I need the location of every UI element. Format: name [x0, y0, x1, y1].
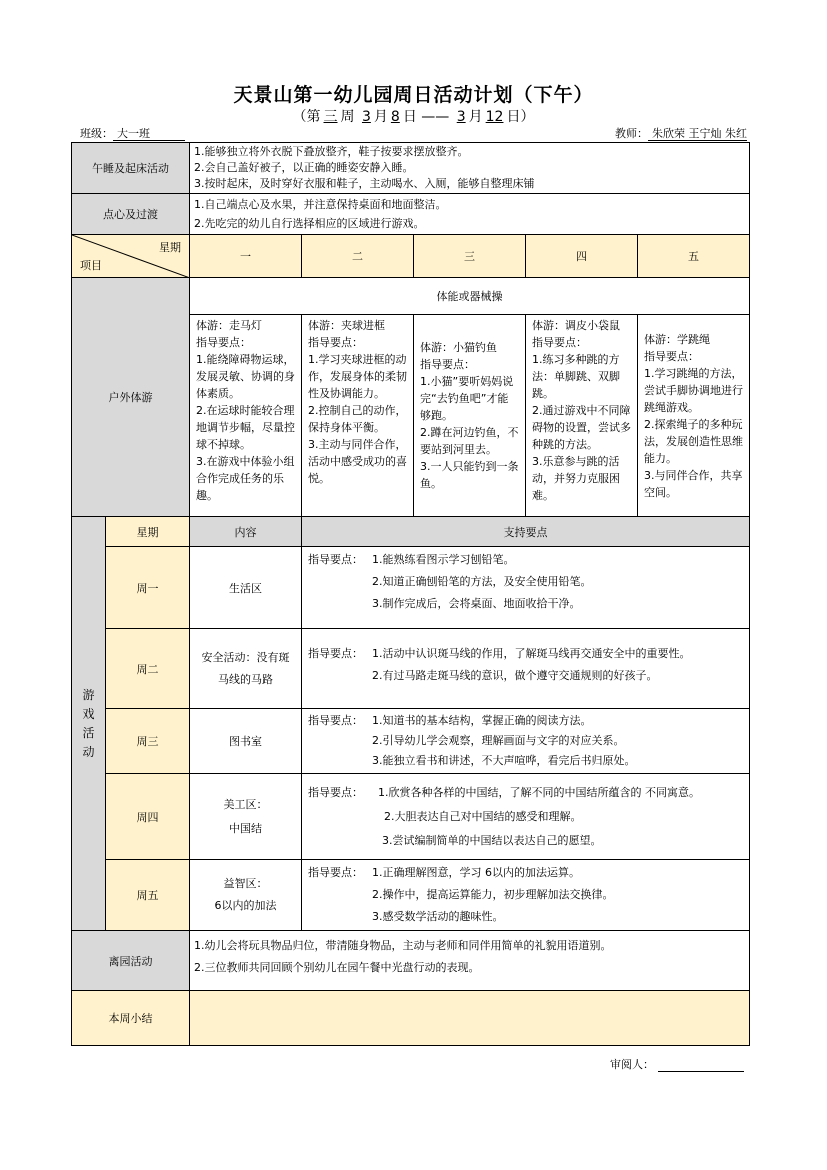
week-number: 三 — [323, 109, 338, 125]
page-title: 天景山第一幼儿园周日活动计划（下午） — [233, 84, 594, 106]
corner-top-label: 星期 — [159, 241, 181, 254]
outdoor-line: 3.一人只能钓到一条鱼。 — [420, 460, 519, 490]
games-header-row — [72, 517, 750, 547]
teacher-label: 教师： — [615, 127, 648, 140]
end-month: 3 — [456, 109, 466, 125]
month-label: 月 — [373, 109, 388, 125]
teacher-info — [615, 125, 747, 141]
outdoor-day-cell[interactable] — [302, 315, 414, 517]
departure-item: 1.幼儿会将玩具物品归位，带清随身物品，主动与老师和同伴用简单的礼貌用语道别。 — [194, 939, 612, 952]
support-point: 2.操作中，提高运算能力，初步理解加法交换律。 — [372, 888, 614, 901]
outdoor-line: 1.小猫”要听妈妈说完“去钓鱼吧”才能够跑。 — [420, 375, 514, 422]
nap-label: 午睡及起床活动 — [72, 143, 190, 194]
support-point: 2.引导幼儿学会观察，理解画面与文字的对应关系。 — [372, 734, 625, 747]
outdoor-line: 1.学习跳绳的方法，尝试手脚协调地进行跳绳游戏。 — [644, 366, 743, 414]
outdoor-line: 体游：走马灯 — [196, 319, 262, 332]
summary-label: 本周小结 — [72, 991, 190, 1046]
games-day: 周三 — [106, 709, 190, 774]
outdoor-line: 2.探索绳子的多种玩法，发展创造性思维能力。 — [644, 417, 743, 465]
nap-items[interactable] — [190, 143, 750, 194]
content-line: 6以内的加法 — [214, 899, 277, 912]
outdoor-line: 1.学习夹球进框的动作，发展身体的柔韧性及协调能力。 — [308, 353, 407, 400]
games-label-char: 游 — [82, 687, 95, 702]
games-row — [72, 629, 750, 709]
snack-item: 2.先吃完的幼儿自行选择相应的区域进行游戏。 — [194, 217, 425, 230]
separator: —— — [421, 109, 450, 125]
outdoor-line: 3.与同伴合作，共享空间。 — [644, 468, 743, 499]
games-content[interactable] — [190, 774, 302, 860]
games-label-char: 动 — [82, 744, 95, 759]
reviewer-signature-field[interactable] — [658, 1058, 744, 1072]
games-label-char: 活 — [82, 725, 95, 740]
guide-label: 指导要点： — [308, 647, 363, 660]
games-row — [72, 860, 750, 931]
content-line: 生活区 — [229, 581, 262, 595]
week-label: 周 — [340, 109, 355, 125]
content-line: 马线的马路 — [218, 672, 273, 686]
weekday-tue: 二 — [302, 235, 414, 278]
day-label: 日 — [402, 109, 417, 125]
games-day: 周二 — [106, 629, 190, 709]
support-point: 2.大胆表达自己对中国结的感受和理解。 — [384, 809, 582, 823]
guide-label: 指导要点： — [308, 714, 363, 727]
snack-row — [72, 194, 750, 235]
support-point: 1.能熟练看图示学习刨铅笔。 — [372, 553, 515, 566]
subtitle-prefix: （第 — [292, 109, 321, 125]
outdoor-day-cell[interactable] — [190, 315, 302, 517]
games-support[interactable] — [302, 547, 750, 629]
outdoor-line: 体游：夹球进框 — [308, 319, 385, 332]
corner-cell — [72, 235, 190, 278]
weekday-mon: 一 — [190, 235, 302, 278]
outdoor-line: 2.蹲在河边钓鱼，不要站到河里去。 — [420, 426, 519, 456]
guide-label: 指导要点： — [308, 866, 363, 879]
class-label: 班级： — [80, 127, 113, 140]
games-col-support: 支持要点 — [302, 517, 750, 547]
outdoor-line: 1.能绕障碍物运球，发展灵敏、协调的身体素质。 — [196, 353, 295, 400]
outdoor-day-cell[interactable] — [414, 315, 526, 517]
support-point: 2.知道正确刨铅笔的方法，及安全使用铅笔。 — [372, 575, 592, 588]
games-support[interactable] — [302, 709, 750, 774]
weekday-fri: 五 — [638, 235, 750, 278]
outdoor-line: 指导要点： — [420, 358, 475, 371]
outdoor-line: 2.控制自己的动作，保持身体平衡。 — [308, 404, 407, 434]
summary-row — [72, 991, 750, 1046]
support-point: 1.欣赏各种各样的中国结，了解不同的中国结所蕴含的 不同寓意。 — [378, 785, 700, 799]
games-content[interactable] — [190, 709, 302, 774]
reviewer-label: 审阅人： — [610, 1058, 654, 1071]
start-month: 3 — [361, 109, 371, 125]
support-point: 3.感受数学活动的趣味性。 — [372, 910, 504, 923]
subtitle-suffix: 日） — [506, 109, 535, 125]
support-point: 2.有过马路走斑马线的意识，做个遵守交通规则的好孩子。 — [372, 669, 658, 682]
games-label-char: 戏 — [82, 706, 95, 721]
content-line: 美工区： — [223, 797, 268, 811]
games-day: 周四 — [106, 774, 190, 860]
departure-row — [72, 931, 750, 991]
departure-items[interactable] — [190, 931, 750, 991]
games-day: 周一 — [106, 547, 190, 629]
corner-bottom-label: 项目 — [80, 259, 102, 272]
games-row — [72, 709, 750, 774]
outdoor-line: 1.练习多种跳的方法：单脚跳、双脚跳。 — [532, 353, 620, 400]
weekday-header-row — [72, 235, 750, 278]
outdoor-line: 指导要点： — [532, 336, 587, 349]
plan-table — [71, 142, 750, 1046]
snack-item: 1.自己端点心及水果，并注意保持桌面和地面整洁。 — [194, 198, 447, 211]
games-day: 周五 — [106, 860, 190, 931]
outdoor-line: 指导要点： — [196, 336, 251, 349]
outdoor-line: 2.在运球时能较合理地调节步幅，尽量控球不掉球。 — [196, 404, 295, 451]
departure-item: 2.三位教师共同回顾个别幼儿在园午餐中光盘行动的表现。 — [194, 961, 480, 974]
weekday-thu: 四 — [526, 235, 638, 278]
support-point: 3.能独立看书和讲述，不大声喧哗，看完后书归原处。 — [372, 754, 636, 767]
games-row — [72, 547, 750, 629]
outdoor-day-cell[interactable] — [638, 315, 750, 517]
outdoor-line: 3.在游戏中体验小组合作完成任务的乐趣。 — [196, 455, 295, 502]
month-label-2: 月 — [468, 109, 483, 125]
guide-label: 指导要点： — [308, 553, 363, 566]
games-col-content: 内容 — [190, 517, 302, 547]
support-point: 1.知道书的基本结构，掌握正确的阅读方法。 — [372, 714, 592, 727]
nap-row — [72, 143, 750, 194]
games-content[interactable] — [190, 629, 302, 709]
content-line: 益智区： — [223, 877, 268, 890]
content-line: 中国结 — [229, 821, 262, 835]
games-support[interactable] — [302, 860, 750, 931]
outdoor-line: 体游：调皮小袋鼠 — [532, 319, 620, 332]
outdoor-day-cell[interactable] — [526, 315, 638, 517]
outdoor-line: 体游：学跳绳 — [644, 332, 710, 346]
games-support[interactable] — [302, 774, 750, 860]
nap-item: 2.会自己盖好被子，以正确的睡姿安静入睡。 — [194, 161, 414, 174]
outdoor-line: 体游：小猫钓鱼 — [420, 341, 497, 354]
support-point: 3.尝试编制简单的中国结以表达自己的愿望。 — [382, 833, 602, 847]
outdoor-line: 3.乐意参与跳的活动，并努力克服困难。 — [532, 455, 620, 502]
games-col-day: 星期 — [106, 517, 190, 547]
nap-item: 3.按时起床，及时穿好衣服和鞋子，主动喝水、入厕，能够自整理床铺 — [194, 177, 535, 190]
nap-item: 1.能够独立将外衣脱下叠放整齐，鞋子按要求摆放整齐。 — [194, 145, 469, 158]
outdoor-line: 2.通过游戏中不同障碍物的设置，尝试多种跳的方法。 — [532, 404, 631, 451]
games-support[interactable] — [302, 629, 750, 709]
class-info — [80, 125, 185, 141]
date-range — [0, 106, 827, 126]
games-content[interactable] — [190, 860, 302, 931]
outdoor-line: 3.主动与同伴合作，活动中感受成功的喜悦。 — [308, 438, 407, 485]
class-value[interactable]: 大一班 — [113, 127, 185, 141]
end-day: 12 — [485, 109, 504, 125]
games-label — [72, 517, 106, 931]
weekday-wed: 三 — [414, 235, 526, 278]
outdoor-theme-row — [72, 278, 750, 315]
outdoor-line: 指导要点： — [308, 336, 363, 349]
support-point: 1.正确理解图意，学习 6以内的加法运算。 — [372, 866, 580, 879]
support-point: 1.活动中认识斑马线的作用，了解斑马线再交通安全中的重要性。 — [372, 647, 691, 660]
guide-label: 指导要点： — [308, 785, 363, 799]
outdoor-line: 指导要点： — [644, 349, 699, 363]
content-line: 图书室 — [229, 735, 262, 748]
games-content[interactable] — [190, 547, 302, 629]
teacher-value[interactable]: 朱欣荣 王宁灿 朱红 — [648, 127, 747, 141]
summary-input[interactable] — [190, 991, 750, 1046]
snack-items[interactable] — [190, 194, 750, 235]
reviewer — [610, 1056, 744, 1072]
content-line: 安全活动：没有斑 — [201, 650, 290, 664]
games-row — [72, 774, 750, 860]
start-day: 8 — [390, 109, 400, 125]
snack-label: 点心及过渡 — [72, 194, 190, 235]
departure-label: 离园活动 — [72, 931, 190, 991]
support-point: 3.制作完成后，会将桌面、地面收拾干净。 — [372, 597, 581, 610]
outdoor-label: 户外体游 — [72, 278, 190, 517]
outdoor-theme: 体能或器械操 — [190, 278, 750, 315]
